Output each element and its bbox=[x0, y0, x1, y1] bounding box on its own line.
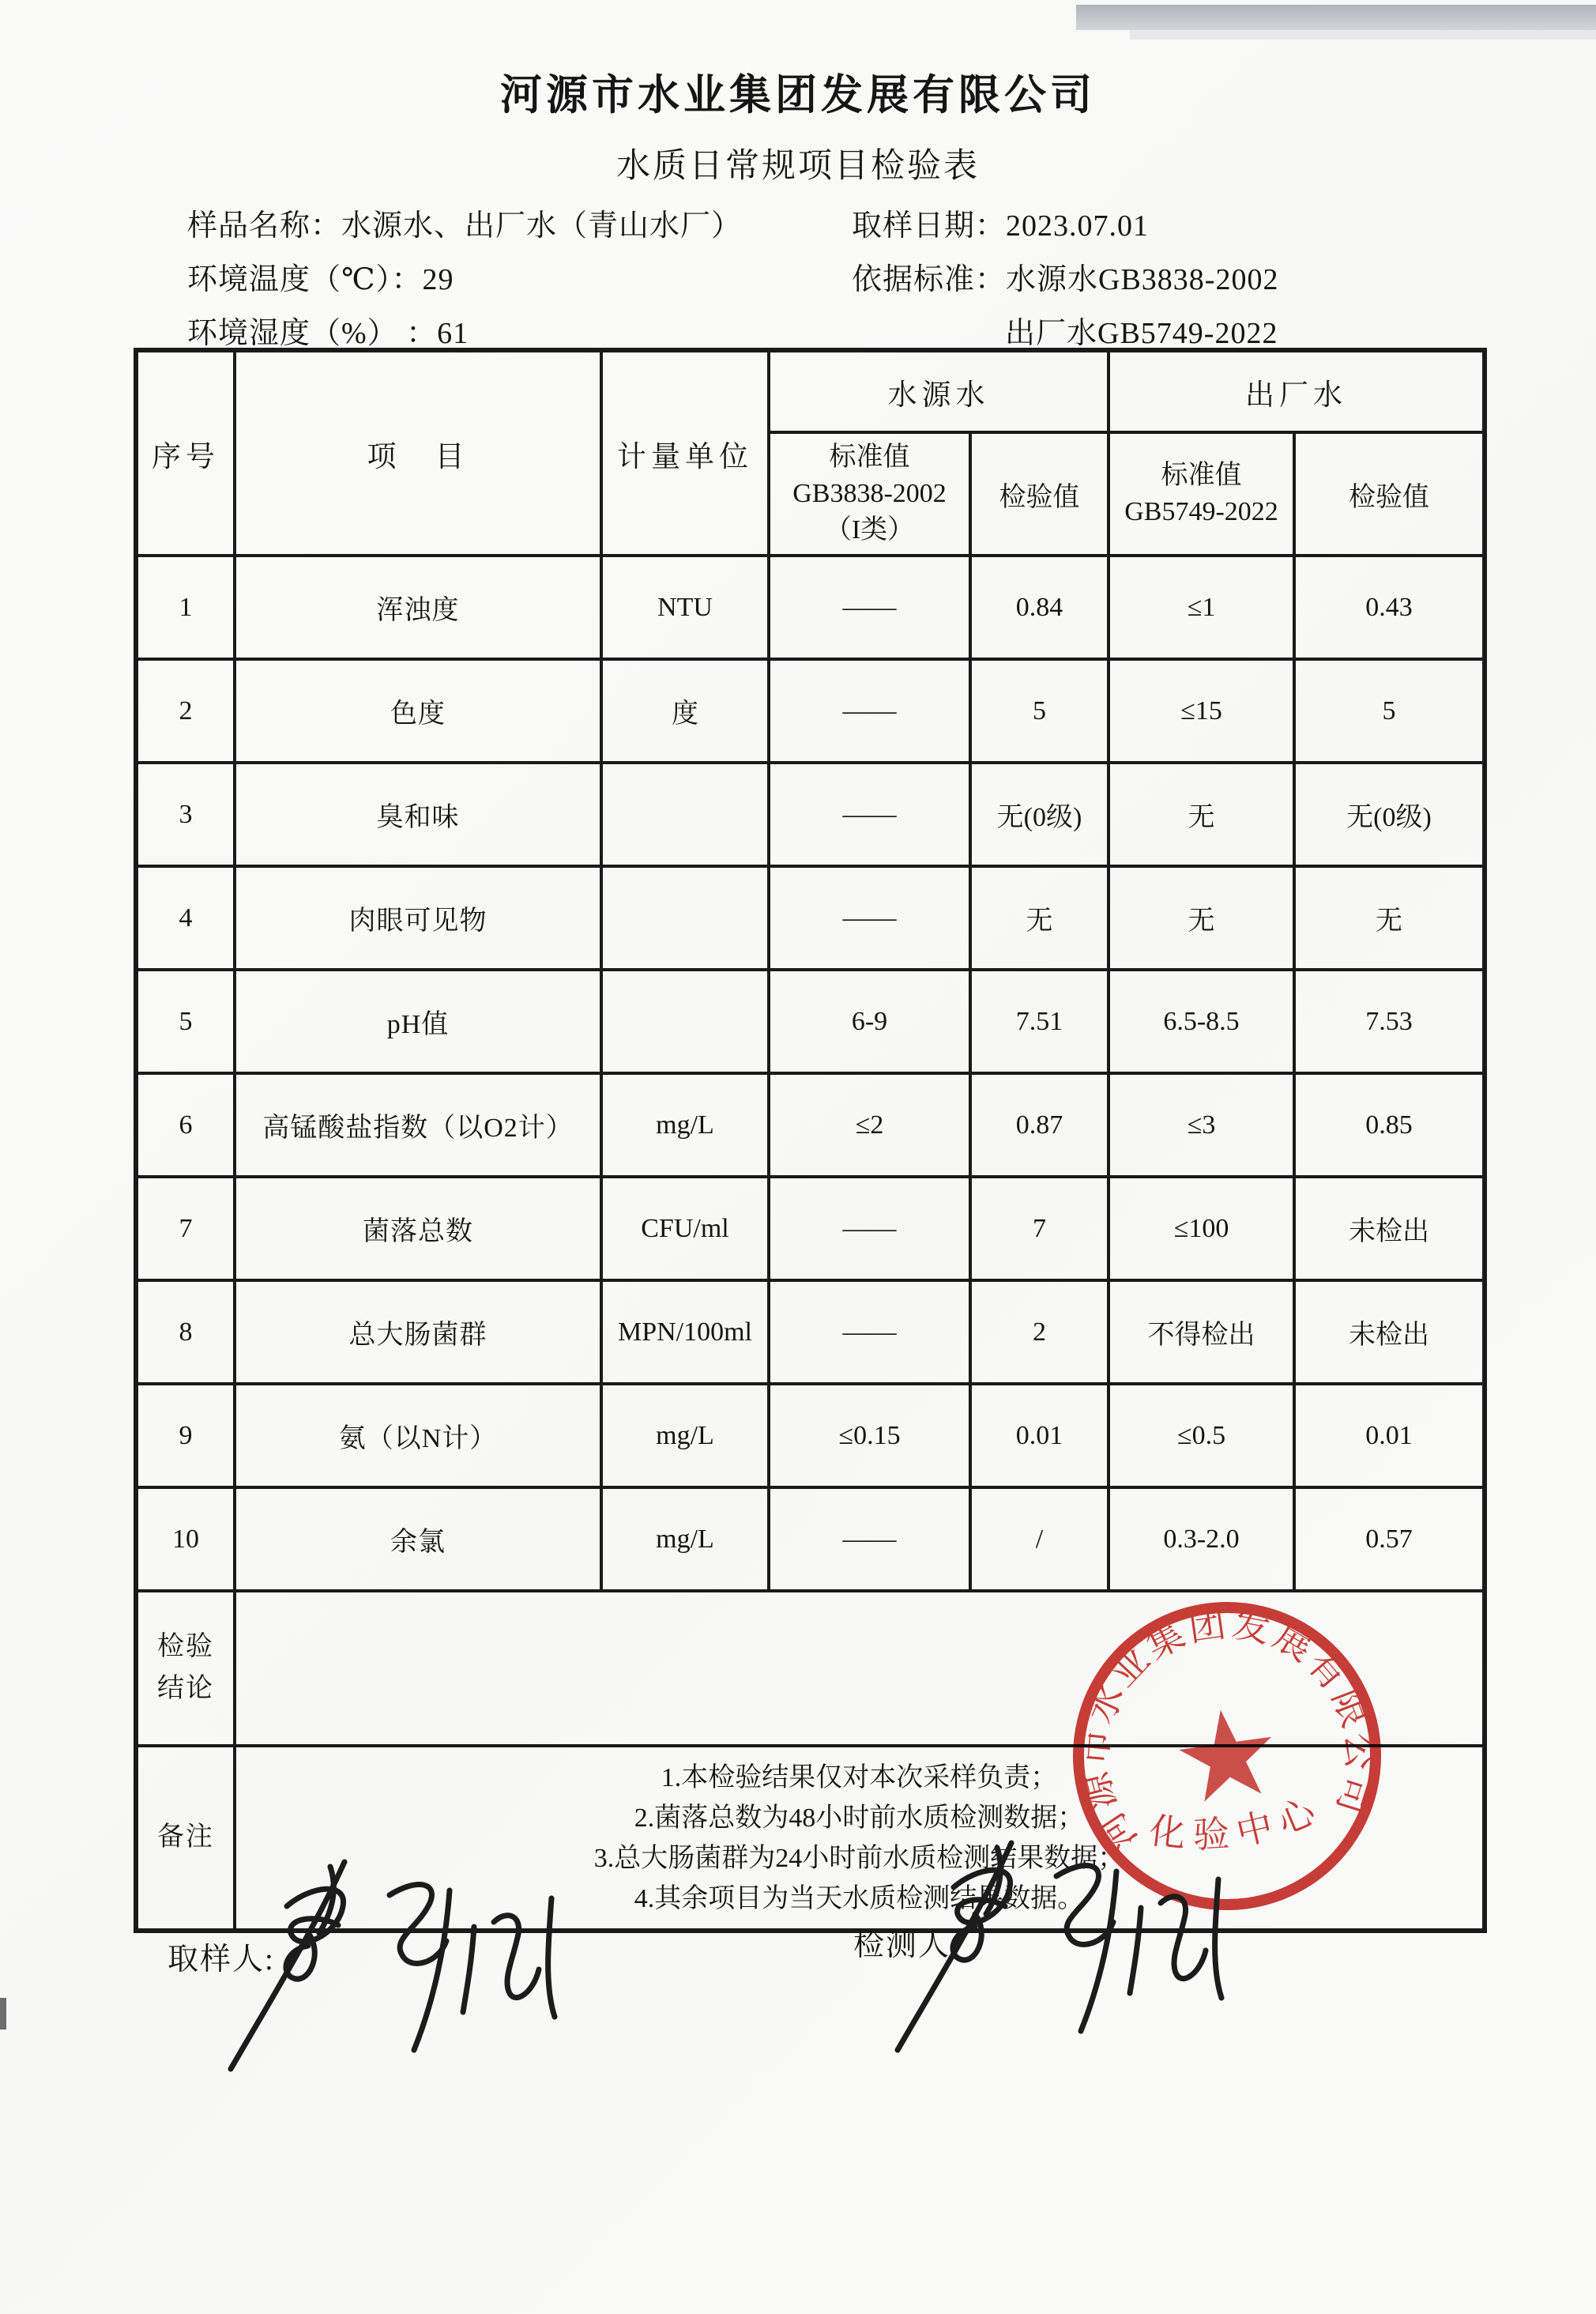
env-humidity-value: 61 bbox=[437, 317, 469, 350]
cell-no: 7 bbox=[136, 1177, 235, 1280]
cell-no: 6 bbox=[136, 1073, 235, 1177]
table-header-row-1 bbox=[136, 350, 1485, 432]
table-row bbox=[136, 1177, 1485, 1280]
cell-unit: MPN/100ml bbox=[601, 1280, 769, 1384]
header-item: 项 目 bbox=[235, 350, 601, 556]
header-check2: 检验值 bbox=[1294, 432, 1485, 556]
cell-std1: 6-9 bbox=[769, 970, 970, 1073]
notes-label: 备注 bbox=[136, 1746, 235, 1931]
sampling-date-value: 2023.07.01 bbox=[1006, 209, 1150, 243]
cell-item: 臭和味 bbox=[235, 763, 601, 866]
header-std2 bbox=[1109, 432, 1294, 556]
header-unit: 计量单位 bbox=[601, 350, 769, 556]
cell-no: 1 bbox=[136, 556, 235, 659]
cell-unit bbox=[601, 866, 769, 970]
table-row bbox=[136, 866, 1485, 970]
cell-unit: mg/L bbox=[601, 1384, 769, 1487]
note-line: 1.本检验结果仅对本次采样负责； bbox=[661, 1762, 1058, 1792]
env-temperature-line bbox=[187, 254, 454, 298]
cell-no: 10 bbox=[136, 1487, 235, 1591]
cell-std2: ≤100 bbox=[1109, 1177, 1294, 1280]
conclusion-label-line1: 检验 bbox=[157, 1632, 214, 1662]
table-row bbox=[136, 1384, 1485, 1487]
cell-no: 9 bbox=[136, 1384, 235, 1487]
cell-val1: 0.87 bbox=[970, 1073, 1109, 1177]
header-std1-stack bbox=[770, 439, 969, 548]
cell-unit: CFU/ml bbox=[601, 1177, 769, 1280]
note-line: 3.总大肠菌群为24小时前水质检测结果数据； bbox=[593, 1843, 1125, 1873]
sampler-label: 取样人: bbox=[168, 1943, 275, 1977]
cell-no: 3 bbox=[136, 763, 235, 866]
page-title: 河源市水业集团发展有限公司 bbox=[500, 73, 1096, 119]
sampler-signature bbox=[212, 1857, 575, 2110]
note-line: 4.其余项目为当天水质检测结果数据。 bbox=[634, 1883, 1085, 1913]
cell-val1: / bbox=[970, 1487, 1109, 1591]
env-temperature-value: 29 bbox=[422, 263, 454, 296]
cell-no: 4 bbox=[136, 866, 235, 970]
cell-std2: 无 bbox=[1109, 763, 1294, 866]
header-source-water: 水源水 bbox=[769, 350, 1109, 432]
cell-val1: 无(0级) bbox=[970, 763, 1109, 866]
cell-unit bbox=[601, 763, 769, 866]
page-subtitle: 水质日常规项目检验表 bbox=[616, 148, 980, 185]
cell-val1: 无 bbox=[970, 866, 1109, 970]
cell-std1: —— bbox=[769, 1177, 970, 1280]
inspector-signature bbox=[879, 1838, 1242, 2091]
cell-std2: 0.3-2.0 bbox=[1109, 1487, 1294, 1591]
header-std1-line1: 标准值 bbox=[829, 443, 910, 473]
standard-basis-2-line bbox=[1005, 308, 1278, 352]
cell-val2: 无(0级) bbox=[1294, 763, 1485, 866]
inspector-label: 检测人: bbox=[853, 1928, 961, 1962]
cell-item: 氨（以N计） bbox=[235, 1384, 601, 1487]
cell-item: 肉眼可见物 bbox=[235, 866, 601, 970]
cell-unit bbox=[601, 970, 769, 1073]
header-std2-line1: 标准值 bbox=[1161, 461, 1242, 491]
cell-item: 浑浊度 bbox=[235, 556, 601, 659]
cell-std1: —— bbox=[769, 1280, 970, 1384]
scan-artifact-top-band-2 bbox=[1130, 30, 1596, 40]
cell-std2: 不得检出 bbox=[1109, 1280, 1294, 1384]
cell-item: 菌落总数 bbox=[235, 1177, 601, 1280]
sample-name-label: 样品名称： bbox=[187, 209, 342, 243]
table-row bbox=[136, 1487, 1485, 1591]
cell-unit: mg/L bbox=[601, 1487, 769, 1591]
cell-std2: ≤0.5 bbox=[1109, 1384, 1294, 1487]
sample-name-line bbox=[187, 201, 742, 244]
cell-item: 高锰酸盐指数（以O2计） bbox=[235, 1073, 601, 1177]
cell-std2: 无 bbox=[1109, 866, 1294, 970]
sampling-date-label: 取样日期： bbox=[852, 209, 1007, 243]
cell-std1: —— bbox=[769, 763, 970, 866]
cell-unit: NTU bbox=[601, 556, 769, 659]
table-row bbox=[136, 1073, 1485, 1177]
cell-val2: 未检出 bbox=[1294, 1177, 1485, 1280]
standard-basis-line bbox=[852, 254, 1278, 298]
cell-no: 8 bbox=[136, 1280, 235, 1384]
cell-item: pH值 bbox=[235, 970, 601, 1073]
table-row bbox=[136, 970, 1485, 1073]
cell-val1: 5 bbox=[970, 659, 1109, 763]
standard-basis-label: 依据标准： bbox=[852, 263, 1007, 296]
header-std1-line3: （I类） bbox=[824, 514, 915, 545]
standard-basis-2-value: 出厂水GB5749-2022 bbox=[1005, 317, 1278, 350]
cell-val2: 0.85 bbox=[1294, 1073, 1485, 1177]
cell-val2: 0.57 bbox=[1294, 1487, 1485, 1591]
table-row bbox=[136, 763, 1485, 866]
cell-std1: —— bbox=[769, 659, 970, 763]
cell-val1: 7 bbox=[970, 1177, 1109, 1280]
cell-item: 色度 bbox=[235, 659, 601, 763]
cell-val2: 0.01 bbox=[1294, 1384, 1485, 1487]
sample-name-value: 水源水、出厂水（青山水厂） bbox=[341, 209, 743, 243]
cell-item: 总大肠菌群 bbox=[235, 1280, 601, 1384]
cell-item: 余氯 bbox=[235, 1487, 601, 1591]
scan-artifact-left-mark bbox=[0, 1998, 6, 2029]
header-std2-stack bbox=[1110, 458, 1293, 530]
cell-unit: 度 bbox=[601, 659, 769, 763]
cell-val2: 无 bbox=[1294, 866, 1485, 970]
cell-val1: 0.84 bbox=[970, 556, 1109, 659]
cell-val1: 7.51 bbox=[970, 970, 1109, 1073]
cell-unit: mg/L bbox=[601, 1073, 769, 1177]
header-check1: 检验值 bbox=[970, 432, 1109, 556]
conclusion-label-line2: 结论 bbox=[157, 1674, 214, 1703]
cell-no: 2 bbox=[136, 659, 235, 763]
cell-std1: —— bbox=[769, 1487, 970, 1591]
cell-no: 5 bbox=[136, 970, 235, 1073]
cell-std2: ≤15 bbox=[1109, 659, 1294, 763]
cell-val1: 0.01 bbox=[970, 1384, 1109, 1487]
seal-star bbox=[1174, 1703, 1278, 1804]
table-row bbox=[136, 556, 1485, 659]
header-finished-water: 出厂水 bbox=[1109, 350, 1485, 432]
cell-val2: 7.53 bbox=[1294, 970, 1485, 1073]
cell-std2: 6.5-8.5 bbox=[1109, 970, 1294, 1073]
cell-std2: ≤3 bbox=[1109, 1073, 1294, 1177]
header-std1 bbox=[769, 432, 970, 556]
cell-std1: —— bbox=[769, 866, 970, 970]
cell-std1: ≤2 bbox=[769, 1073, 970, 1177]
seal-company-text: 河源市水业集团发展有限公司 bbox=[1073, 1603, 1380, 1858]
cell-std1: ≤0.15 bbox=[769, 1384, 970, 1487]
scan-artifact-top-band bbox=[1076, 5, 1596, 30]
cell-std1: —— bbox=[769, 556, 970, 659]
cell-val1: 2 bbox=[970, 1280, 1109, 1384]
header-std2-line2: GB5749-2022 bbox=[1124, 497, 1278, 526]
seal-center-text: 化验中心 bbox=[1147, 1787, 1330, 1856]
header-std1-line2: GB3838-2002 bbox=[792, 479, 947, 509]
cell-val2: 未检出 bbox=[1294, 1280, 1485, 1384]
cell-std2: ≤1 bbox=[1109, 556, 1294, 659]
env-temperature-label: 环境温度（℃）： bbox=[187, 263, 423, 296]
note-line: 2.菌落总数为48小时前水质检测数据； bbox=[634, 1803, 1085, 1833]
sampling-date-line bbox=[852, 201, 1149, 244]
table-row bbox=[136, 659, 1485, 763]
table-row bbox=[136, 1280, 1485, 1384]
conclusion-label bbox=[136, 1591, 235, 1746]
cell-val2: 5 bbox=[1294, 659, 1485, 763]
header-no: 序号 bbox=[136, 350, 235, 556]
cell-val2: 0.43 bbox=[1294, 556, 1485, 659]
standard-basis-value: 水源水GB3838-2002 bbox=[1006, 263, 1279, 296]
env-humidity-label: 环境湿度（%） ： bbox=[187, 317, 438, 350]
env-humidity-line bbox=[187, 308, 469, 352]
